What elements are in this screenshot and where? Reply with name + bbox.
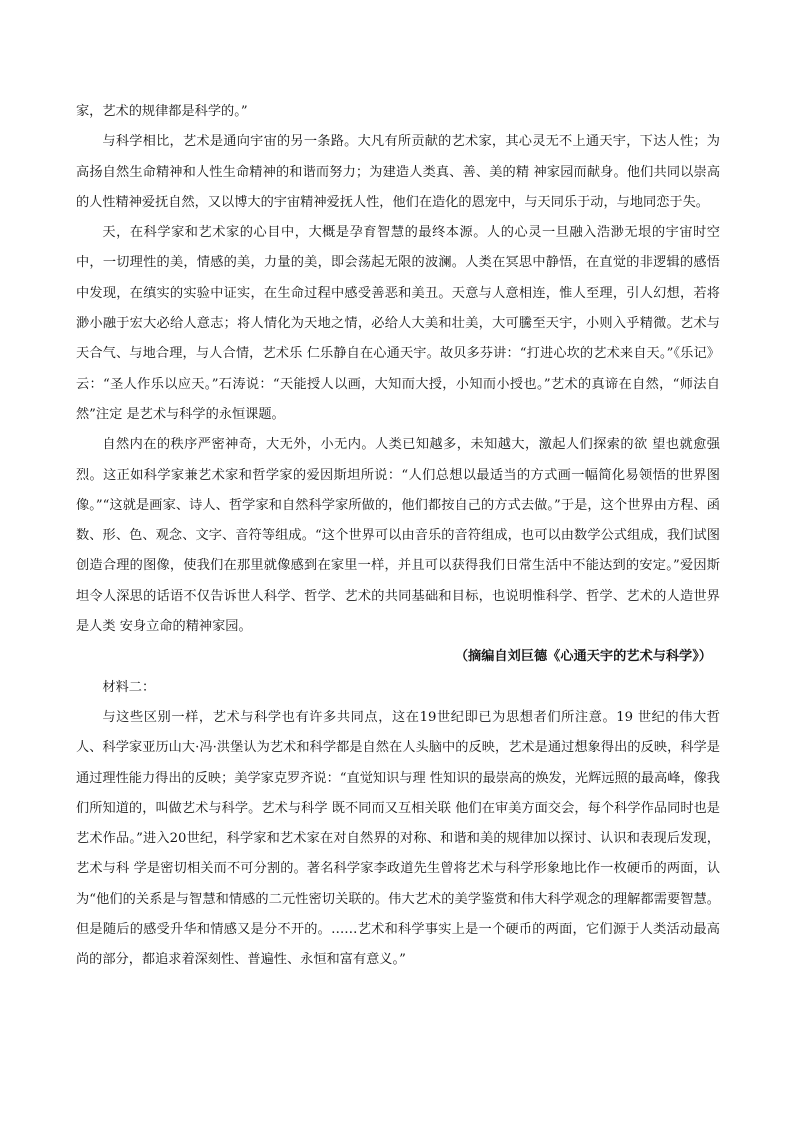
paragraph-common-points: 与这些区别一样，艺术与科学也有许多共同点，这在19世纪即已为思想者们所注意。19 世纪的伟大哲人、科学家亚历山大·冯·洪堡认为艺术和科学都是自然在人头脑中的反映，艺术是通过想象得出的反映，科学是通过理性能力得出的反映；美学家克罗齐说：“直觉知识与理 性知识的最崇高的焕发，光辉远照的最高峰，像我们所知道的，叫做艺术与科学。艺术与科学 既不同而又互相关联 他们在审美方面交会，每个科学作品同时也是艺术作品。”进入20世纪，科学家和艺术家在对自然界的对称、和谐和美的规律加以探讨、认识和表现后发现，艺术与科 学是密切相关而不可分割的。著名科学家李政道先生曾将艺术与科学形象地比作一枚硬币的两面，认为“他们的关系是与智慧和情感的二元性密切关联的。伟大艺术的美学鉴赏和伟大科学观念的理解都需要智慧。但是随后的感受升华和情感又是分不开的。……艺术和科学事实上是一个硬币的两面，它们源于人类活动最高尚的部分，都追求着深刻性、普遍性、永恒和富有意义。” — [76, 709, 721, 968]
document-page — [76, 97, 720, 976]
paragraph-natural-order: 自然内在的秩序严密神奇，大无外，小无内。人类已知越多，未知越大，激起人们探索的欲 望也就愈强烈。这正如科学家兼艺术家和哲学家的爱因斯坦所说：“人们总想以最适当的方式画一幅简化易领悟的世界图像。”“这就是画家、诗人、哲学家和自然科学家所做的，他们都按自己的方式去做。”于是，这个世界由方程、函数、形、色、观念、文字、音符等组成。“这个世界可以由音乐的音符组成，也可以由数学公式组成，我们试图创造合理的图像，使我们在那里就像感到在家里一样，并且可以获得我们日常生活中不能达到的安定。”爱因斯坦令人深思的话语不仅告诉世人科学、哲学、艺术的共同基础和目标，也说明惟科学、哲学、艺术的人造世界是人类 安身立命的精神家园。 — [76, 437, 720, 635]
paragraph-heaven-wisdom: 天，在科学家和艺术家的心目中，大概是孕育智慧的最终本源。人的心灵一旦融入浩渺无垠的宇宙时空中，一切理性的美，情感的美，力量的美，即会荡起无限的波澜。人类在冥思中静悟，在直觉的非逻辑的感悟中发现，在缜实的实验中证实，在生命过程中感受善恶和美丑。天意与人意相连，惟人至理，引人幻想，若将渺小融于宏大必给人意志；将人情化为天地之情，必给人大美和壮美，大可騰至天宇，小则入乎精微。艺术与天合气、与地合理，与人合情，艺术乐 仁乐静自在心通天宇。故贝多芬讲：“打进心坎的艺术来自天。”《乐记》云：“圣人作乐以应天。”石涛说：“天能授人以画，大知而大授，小知而小授也。”艺术的真谛在自然，“师法自然”注定 是艺术与科学的永恒课题。 — [76, 225, 720, 422]
section-label-material-two: 材料二： — [102, 679, 156, 695]
source-citation: （摘编自刘巨德《心通天宇的艺术与科学》） — [454, 649, 712, 665]
paragraph-science-art-path: 与科学相比，艺术是通向宇宙的另一条路。大凡有所贡献的艺术家，其心灵无不上通天宇，下达人性；为高扬自然生命精神和人性生命精神的和谐而努力；为建造人类真、善、美的精 神家园而献身。他们共同以崇高的人性精神爱抚自然，又以博大的宇宙精神爱抚人性，他们在造化的恩宠中，与天同乐于动，与地同恋于失。 — [76, 134, 720, 210]
paragraph-continuation: 家，艺术的规律都是科学的。” — [76, 104, 248, 119]
